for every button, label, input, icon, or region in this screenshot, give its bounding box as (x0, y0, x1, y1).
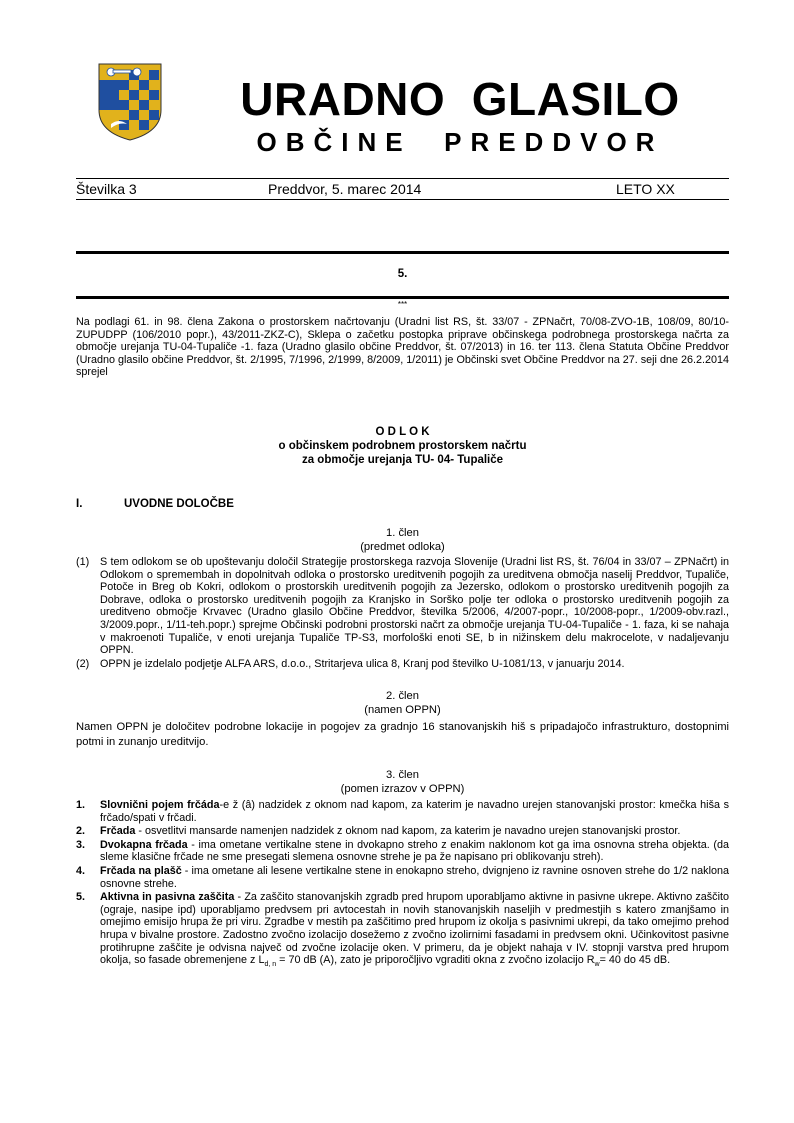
article3-heading: 3. člen (386, 769, 419, 781)
article2-heading: 2. člen (386, 690, 419, 702)
odlok-line1: o občinskem podrobnem prostorskem načrtu (278, 440, 527, 452)
item-number: 3. (76, 838, 86, 851)
section-rule-top (76, 251, 729, 254)
definition-term: Frčada (100, 825, 136, 838)
definition-item (76, 799, 729, 824)
article1-item (76, 556, 729, 657)
definition-text: - ima ometane ali lesene vertikalne stene in enokapno streho, dvignjeno iz ravnine osnoven strehe do 1/2 naklona osnovne strehe. (100, 864, 729, 890)
article2-subheading: (namen OPPN) (364, 704, 441, 716)
preamble: Na podlagi 61. in 98. člena Zakona o prostorskem načrtovanju (Uradni list RS, št. 33/07 - ZPNačrt, 70/08-ZVO-1B, 108/09, 80/10-ZUPUDPP (106/2010 popr.), 43/2011-ZKZ-C), Sklepa o začetku postopka priprave občinskega podrobnega prostorskega načrta za območje urejanja TU-04-Tupaliče -1. faza (Uradno glasilo občine Preddvor, št. 07/2013) in 16. ter 113. člena Statuta Občine Preddvor (Uradno glasilo občine Preddvor, št. 2/1995, 7/1996, 2/1999, 8/2009, 1/2011) je Občinski svet Občine Preddvor na 27. seji dne 26.2.2014 sprejel (76, 316, 729, 379)
definition-item (76, 825, 729, 838)
item-text: S tem odlokom se ob upoštevanju določil Strategije prostorskega razvoja Slovenije (Uradni list RS, št. 76/04 in 33/07 – ZPNačrt) in Odlokom o spremembah in dopolnitvah odloka o prostorsko ureditvenih pogojih za ureditvena območja naselij Preddvor, Tupaliče, Potoče in Breg ob Kokri, odlokom o prostorskih ureditvenih pogojih za Jezersko, odlokom o prostorsko ureditvenih pogojih za Dobrave, odloka o prostorsko ureditvenih pogojih za Kranjsko in Sorško polje ter odloka o prostorsko ureditvenih pogojih za ureditveno območje Krvavec (Uradno glasilo Občine Preddvor, številka 5/2006, 4/2007-popr., 10/2008-popr., 1/2009-obv.razl., 3/2009.popr., 1/11-teh.popr.) sprejme Občinski podrobni prostorski načrt za območje urejanja TU-04-Tupaliče - 1. faza, ki se nahaja v makroenoti Tupaliče, v enoti urejanja Tupaliče TP-S3, morfološki enoti SE, b in nižinskem delu makrocelote, v nadaljevanju OPPN. (100, 556, 729, 657)
article1-item (76, 658, 729, 671)
definition-term: Aktivna in pasivna zaščita (100, 891, 235, 904)
definition-text: -e ž (â) nadzidek z oknom nad kapom, za katerim je navadno urejen stanovanjski prostor: kmečka hiša s frčado/spati v frčadi. (100, 799, 730, 824)
chapter-title: UVODNE DOLOČBE (124, 498, 234, 510)
subscript: w (594, 961, 600, 969)
article2-text: Namen OPPN je določitev podrobne lokacije in pogojev za gradnjo 16 stanovanjskih hiš s pripadajočo infrastrukturo, dostopnimi potmi in zunanjo ureditvijo. (76, 721, 729, 748)
definition-text: - osvetlitvi mansarde namenjen nadzidek z oknom nad kapom, za katerim je navadno urejen stanovanjski prostor. (135, 825, 681, 838)
header-rule-top (76, 178, 729, 179)
subscript: d, n (264, 961, 277, 969)
article1-items (76, 556, 729, 671)
definition-item (76, 865, 729, 890)
article1-heading: 1. člen (386, 527, 419, 539)
item-number: 5. (76, 891, 86, 904)
item-text: OPPN je izdelalo podjetje ALFA ARS, d.o.o., Stritarjeva ulica 8, Kranj pod številko U-1081/13, v januarju 2014. (100, 657, 625, 670)
definition-item (76, 891, 729, 972)
section-rule-bottom (76, 296, 729, 299)
coat-of-arms-icon (97, 62, 163, 142)
issue-number: Številka 3 (76, 181, 137, 197)
publication-title: URADNO GLASILO (240, 73, 680, 125)
article3-items (76, 799, 729, 973)
publication-subtitle: OBČINE PREDDVOR (256, 127, 664, 157)
definition-text-end: = 40 do 45 dB. (599, 954, 671, 967)
item-number: (2) (76, 657, 90, 670)
item-number: 1. (76, 799, 86, 811)
article1-subheading: (predmet odloka) (360, 541, 445, 553)
definition-item (76, 839, 729, 864)
definition-text: - Za zaščito stanovanjskih zgradb pred hrupom uporabljamo aktivne in pasivne ukrepe. Aktivno zaščito (ograje, nasipe ipd) uporabljamo predvsem pri avtocestah in novih stanovanjskih naseljih v predmestjih s katero zmanjšamo in omejimo emisijo hrupa že pri viru. Zgradbe v mestih pa zaščitimo pred hrupom iz okolja s pasivnimi ukrepi, da tako omejimo prehod hrupa v bivalne prostore. Zadostno zvočno izolacijo dosežemo z zvočno izolirnimi fasadami in predvsem okni. Učinkovitost pasivne protihrupne zaščite je odvisna največ od zvočne izolacije oken. V primeru, da je objekt nahaja v IV. stopnji varstva pred hrupom okolja, so fasade obremenjene z L (100, 891, 729, 967)
definition-text-cont: = 70 dB (A), zato je priporočljivo vgraditi okna z zvočno izolacijo R (276, 954, 595, 967)
separator: *** (397, 300, 408, 309)
item-number: 4. (76, 864, 86, 877)
definition-term: Frčada na plašč (100, 864, 182, 877)
odlok-line2: za območje urejanja TU- 04- Tupaliče (301, 454, 504, 466)
definition-term: Slovnični pojem frčáda (100, 799, 220, 811)
header-rule-bottom (76, 199, 729, 200)
article3-subheading: (pomen izrazov v OPPN) (340, 783, 465, 795)
definition-text: - ima ometane vertikalne stene in dvokapno streho z enakim naklonom kot ga ima osnovna streha objekta. (da sleme klasične frčade ne sme presegati slemena osnovne strehe je pa že napisano pri oblikovanju streh). (100, 838, 729, 864)
section-number: 5. (397, 268, 408, 280)
chapter-number: I. (76, 498, 83, 510)
year-label: LETO XX (616, 181, 675, 197)
odlok-title: O D L O K (375, 426, 430, 438)
place-date: Preddvor, 5. marec 2014 (268, 181, 422, 197)
definition-term: Dvokapna frčada (100, 838, 188, 851)
item-number: 2. (76, 825, 86, 838)
item-number: (1) (76, 556, 90, 568)
